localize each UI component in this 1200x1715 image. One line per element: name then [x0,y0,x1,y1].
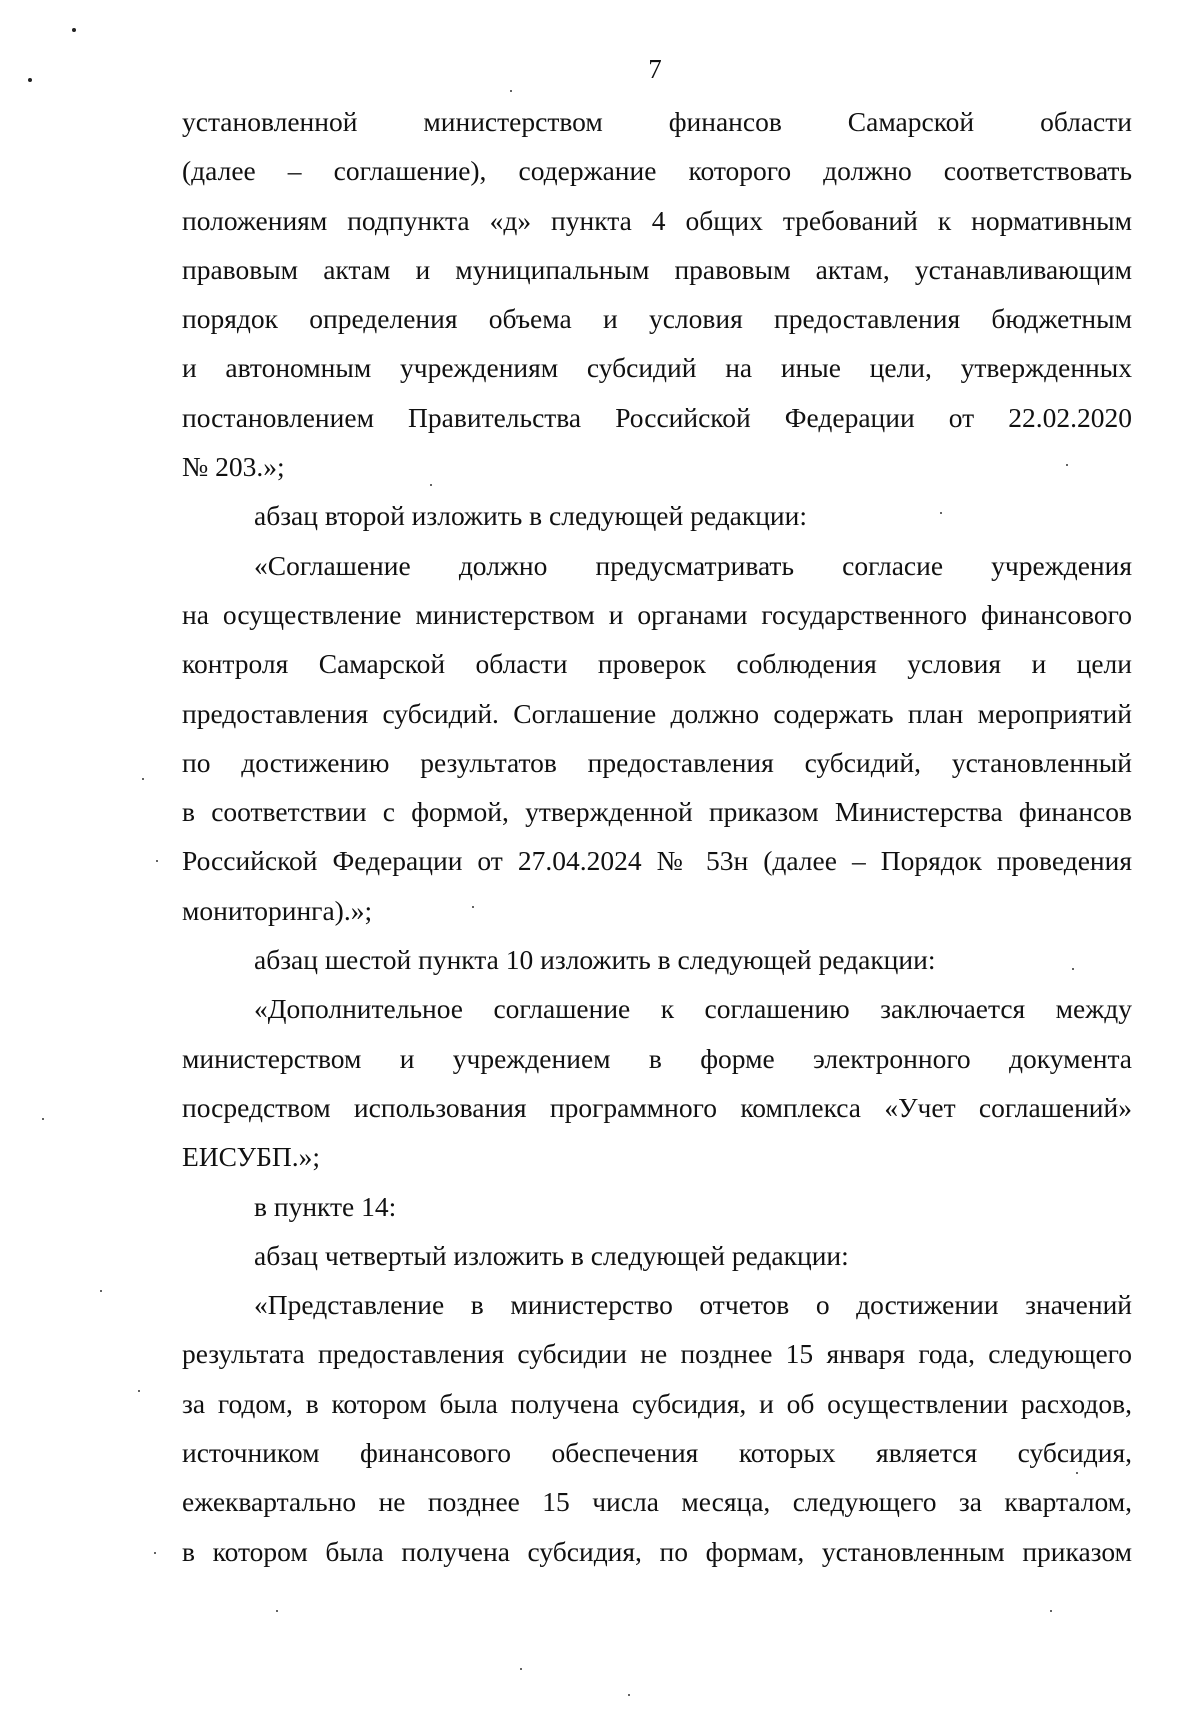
text-line: и автономным учреждениям субсидий на иные цели, утвержденных [182,352,1132,384]
text-line: «Представление в министерство отчетов о достижении значений [254,1289,1132,1321]
scan-speck [156,860,158,862]
text-line: по достижению результатов предоставления субсидий, установленный [182,746,1132,778]
scan-speck [72,28,76,32]
scan-speck [138,1390,140,1392]
scan-speck [430,484,432,486]
text-line: правовым актам и муниципальным правовым актам, устанавливающим [182,253,1132,285]
text-line: ЕИСУБП.»; [182,1141,321,1173]
scan-speck [520,1668,522,1670]
text-line: № 203.»; [182,451,285,483]
scan-speck [1050,1610,1052,1612]
scan-speck [154,1552,156,1554]
text-line: источником финансового обеспечения которых является субсидия, [182,1437,1132,1469]
text-line: за годом, в котором была получена субсидия, и об осуществлении расходов, [182,1387,1132,1419]
scan-speck [276,1610,278,1612]
text-line: результата предоставления субсидии не позднее 15 января года, следующего [182,1338,1132,1370]
text-line: «Соглашение должно предусматривать согласие учреждения [254,549,1132,581]
scan-speck [1072,968,1074,970]
scan-speck [142,778,144,780]
scan-speck [628,1694,630,1696]
text-line: на осуществление министерством и органами государственного финансового [182,598,1132,630]
text-line: абзац второй изложить в следующей редакции: [254,500,808,532]
text-line: ежеквартально не позднее 15 числа месяца, следующего за кварталом, [182,1486,1132,1518]
text-line: постановлением Правительства Российской Федерации от 22.02.2020 [182,401,1132,433]
scan-speck [1076,1472,1078,1474]
scan-speck [28,78,32,82]
scan-speck [940,512,942,514]
text-line: установленной министерством финансов Самарской области [182,106,1132,137]
text-line: предоставления субсидий. Соглашение должно содержать план мероприятий [182,697,1132,729]
scan-speck [100,1290,102,1292]
text-line: Российской Федерации от 27.04.2024 № 53н (далее – Порядок проведения [182,845,1132,877]
text-line: абзац шестой пункта 10 изложить в следующей редакции: [254,944,936,976]
scan-speck [510,90,512,92]
text-line: в пункте 14: [254,1190,397,1222]
page-number: 7 [648,54,662,84]
document-body [182,97,1132,1576]
text-line: «Дополнительное соглашение к соглашению заключается между [254,993,1132,1025]
text-line: порядок определения объема и условия предоставления бюджетным [182,303,1132,335]
text-line: мониторинга).»; [182,894,373,926]
text-line: министерством и учреждением в форме электронного документа [182,1042,1132,1074]
text-line: (далее – соглашение), содержание которого должно соответствовать [182,155,1132,187]
text-line: абзац четвертый изложить в следующей редакции: [254,1239,849,1271]
text-line: в котором была получена субсидия, по формам, установленным приказом [182,1535,1132,1567]
scan-speck [472,906,474,908]
text-line: посредством использования программного комплекса «Учет соглашений» [182,1091,1132,1123]
text-line: контроля Самарской области проверок соблюдения условия и цели [182,648,1132,680]
text-line: положениям подпункта «д» пункта 4 общих требований к нормативным [182,204,1132,236]
scan-speck [1066,464,1068,466]
text-line: в соответствии с формой, утвержденной приказом Министерства финансов [182,796,1132,828]
scan-speck [42,1118,44,1120]
